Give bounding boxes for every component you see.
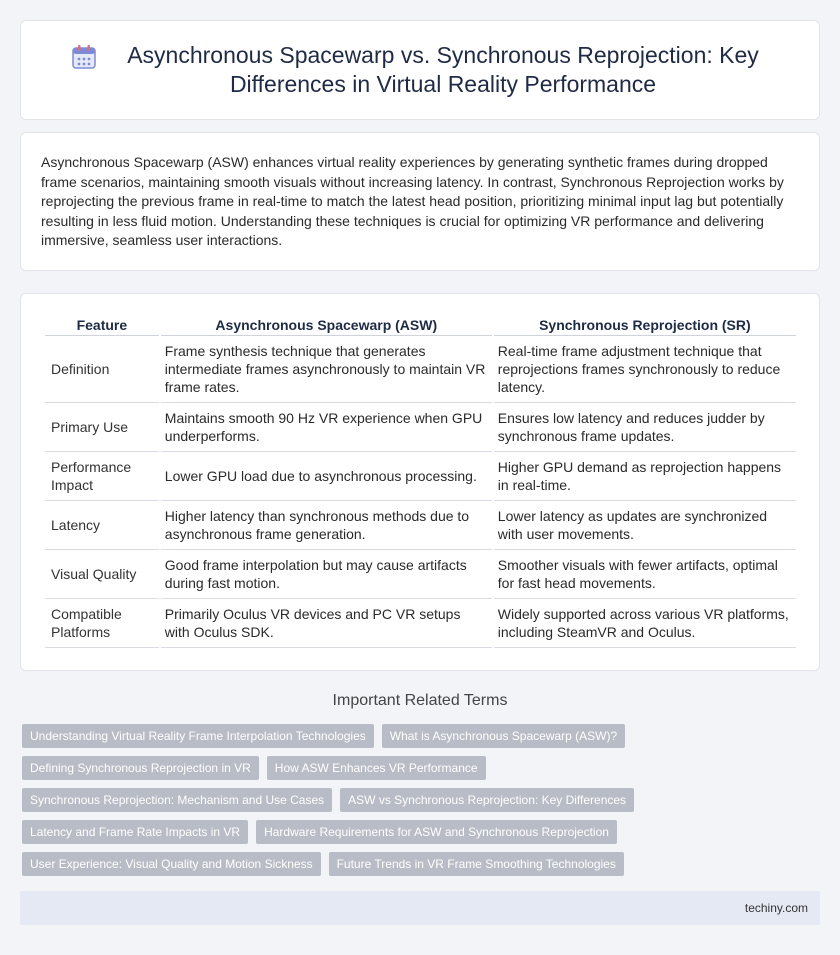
row-asw: Higher latency than synchronous methods due to asynchronous frame generation. <box>161 501 492 550</box>
footer-site-link[interactable]: techiny.com <box>744 901 808 915</box>
table-row <box>45 599 796 648</box>
table-row <box>45 336 796 403</box>
header-feature: Feature <box>45 309 159 336</box>
table-row <box>45 550 796 599</box>
related-term-link[interactable]: What is Asynchronous Spacewarp (ASW)? <box>382 724 625 748</box>
header-asw: Asynchronous Spacewarp (ASW) <box>161 309 492 336</box>
row-sr: Higher GPU demand as reprojection happens in real-time. <box>494 452 796 501</box>
related-term-link[interactable]: User Experience: Visual Quality and Motion Sickness <box>22 852 321 876</box>
row-sr: Ensures low latency and reduces judder by synchronous frame updates. <box>494 403 796 452</box>
row-feature: Performance Impact <box>45 452 159 501</box>
related-term-link[interactable]: ASW vs Synchronous Reprojection: Key Differences <box>340 788 634 812</box>
related-term-link[interactable]: How ASW Enhances VR Performance <box>267 756 486 780</box>
row-feature: Definition <box>45 336 159 403</box>
table-row <box>45 403 796 452</box>
row-feature: Primary Use <box>45 403 159 452</box>
row-sr: Widely supported across various VR platforms, including SteamVR and Oculus. <box>494 599 796 648</box>
row-sr: Smoother visuals with fewer artifacts, optimal for fast head movements. <box>494 550 796 599</box>
related-terms-heading: Important Related Terms <box>332 692 508 709</box>
row-asw: Frame synthesis technique that generates intermediate frames asynchronously to maintain VR frame rates. <box>161 336 492 403</box>
calendar-icon <box>71 44 97 70</box>
header-sr: Synchronous Reprojection (SR) <box>494 309 796 336</box>
intro-paragraph: Asynchronous Spacewarp (ASW) enhances virtual reality experiences by generating synthetic frames during dropped frame scenarios, maintaining smooth visuals without increasing latency. In contrast, Synchronous Reprojection works by reprojecting the previous frame in real-time to match the latest head position, prioritizing minimal input lag but potentially resulting in less fluid motion. Understanding these techniques is crucial for optimizing VR performance and delivering immersive, seamless user interactions. <box>41 154 784 248</box>
table-header-row <box>45 309 796 336</box>
table-row <box>45 501 796 550</box>
related-terms-list <box>22 724 802 876</box>
related-term-link[interactable]: Hardware Requirements for ASW and Synchronous Reprojection <box>256 820 617 844</box>
comparison-table <box>43 309 798 648</box>
related-term-link[interactable]: Future Trends in VR Frame Smoothing Technologies <box>329 852 624 876</box>
row-feature: Latency <box>45 501 159 550</box>
table-card <box>20 293 820 671</box>
row-sr: Lower latency as updates are synchronized with user movements. <box>494 501 796 550</box>
related-term-link[interactable]: Synchronous Reprojection: Mechanism and Use Cases <box>22 788 332 812</box>
title-card <box>20 20 820 120</box>
row-asw: Maintains smooth 90 Hz VR experience when GPU underperforms. <box>161 403 492 452</box>
related-term-link[interactable]: Understanding Virtual Reality Frame Interpolation Technologies <box>22 724 374 748</box>
row-feature: Visual Quality <box>45 550 159 599</box>
related-term-link[interactable]: Defining Synchronous Reprojection in VR <box>22 756 259 780</box>
related-term-link[interactable]: Latency and Frame Rate Impacts in VR <box>22 820 248 844</box>
page-title: Asynchronous Spacewarp vs. Synchronous Reprojection: Key Differences in Virtual Reality Performance <box>127 42 759 97</box>
row-asw: Lower GPU load due to asynchronous processing. <box>161 452 492 501</box>
table-row <box>45 452 796 501</box>
row-sr: Real-time frame adjustment technique that reprojections frames synchronously to reduce latency. <box>494 336 796 403</box>
row-asw: Primarily Oculus VR devices and PC VR setups with Oculus SDK. <box>161 599 492 648</box>
row-feature: Compatible Platforms <box>45 599 159 648</box>
intro-card <box>20 132 820 271</box>
footer <box>20 891 820 925</box>
row-asw: Good frame interpolation but may cause artifacts during fast motion. <box>161 550 492 599</box>
